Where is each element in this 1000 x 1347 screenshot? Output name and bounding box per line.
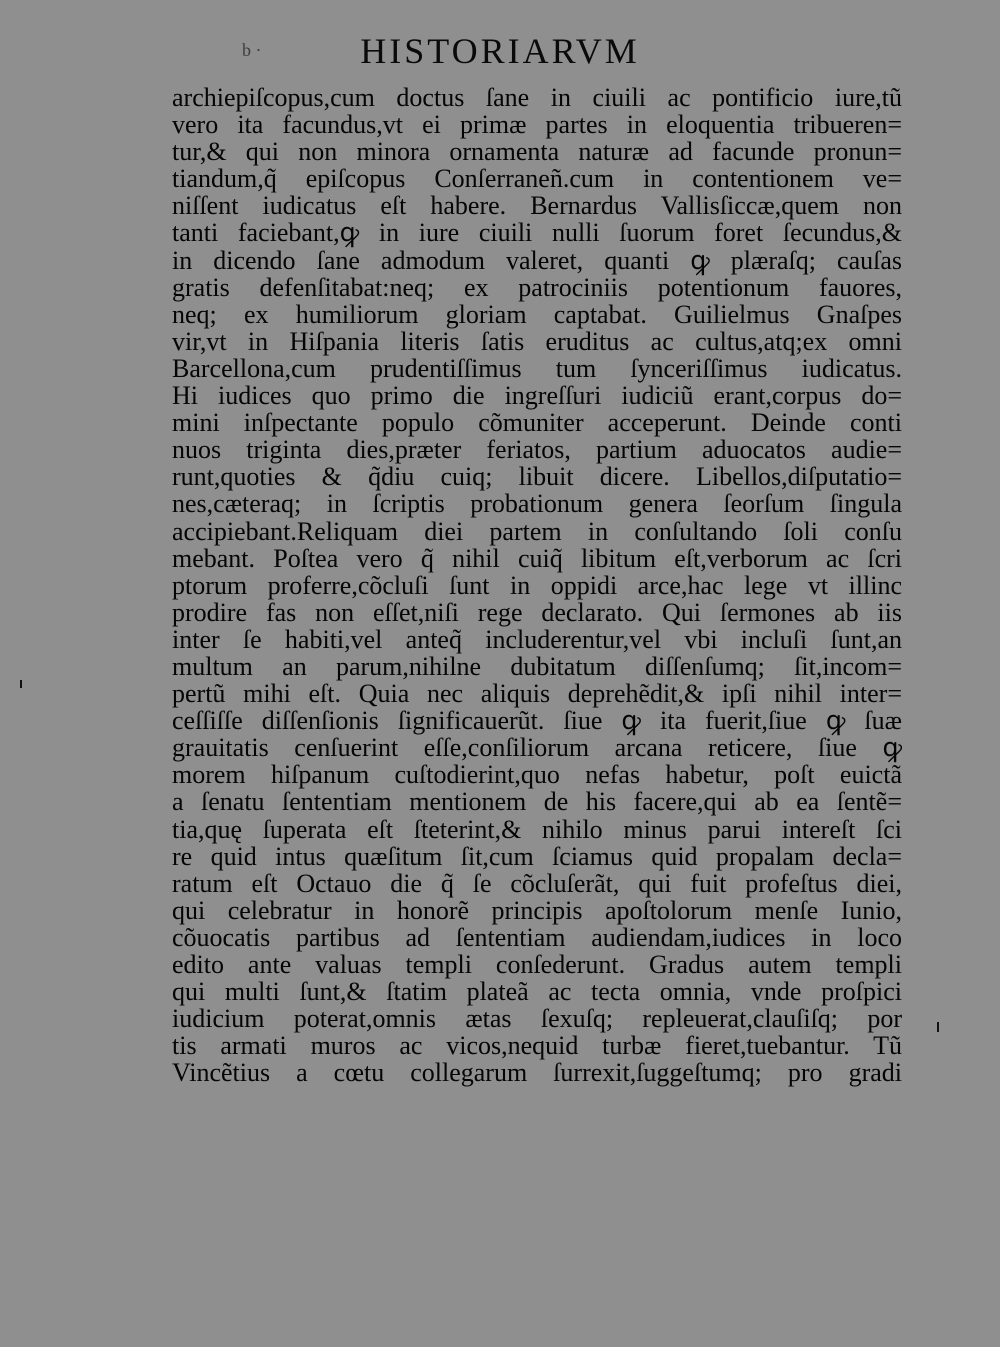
text-line: accipiebant.Reliquam diei partem in conſultando ſoli conſu [172,516,902,546]
text-line: nes,cæteraq; in ſcriptis probationum genera ſeorſum ſingula [172,489,902,519]
text-line: cõuocatis partibus ad ſententiam audiendam,iudices in loco [172,922,902,952]
text-line: mini inſpectante populo cõmuniter acceperunt. Deinde conti [172,408,902,438]
text-line: qui multi ſunt,& ſtatim plateã ac tecta omnia, vnde proſpici [172,977,902,1007]
text-line: a ſenatu ſententiam mentionem de his facere,qui ab ea ſentẽ= [172,787,902,817]
text-line: Barcellona,cum prudentiſſimus tum ſynceriſſimus iudicatus. [172,353,902,383]
text-line: morem hiſpanum cuſtodierint,quo nefas habetur, poſt euictã [172,760,902,790]
text-line: pertũ mihi eſt. Quia nec aliquis deprehẽdit,& ipſi nihil inter= [172,679,902,709]
text-line: mebant. Poſtea vero q̃ nihil cuiq̃ libitum eſt,verborum ac ſcri [172,543,902,573]
text-line: ratum eſt Octauo die q̃ ſe cõcluſerãt, qui fuit profeſtus diei, [172,868,902,898]
text-line: ceſſiſſe diſſenſionis ſignificauerũt. ſiue ꝙ ita fuerit,ſiue ꝙ ſuæ [172,706,902,736]
text-line: neq; ex humiliorum gloriam captabat. Guilielmus Gnaſpes [172,299,902,329]
text-line: Vincẽtius a cœtu collegarum ſurrexit,ſuggeſtumq; pro gradi [172,1058,902,1088]
text-line: vir,vt in Hiſpania literis ſatis eruditus ac cultus,atq;ex omni [172,326,902,356]
text-line: multum an parum,nihilne dubitatum diſſenſumq; ſit,incom= [172,651,902,681]
text-line: archiepiſcopus,cum doctus ſane in ciuili ac pontificio iure,tũ [172,83,902,112]
text-line: tanti faciebant,ꝙ in iure ciuili nulli ſuorum foret ſecundus,& [172,218,902,248]
text-line: vero ita facundus,vt ei primæ partes in eloquentia tribueren= [172,110,902,140]
page-mark: b · [242,40,262,60]
text-line: tis armati muros ac vicos,nequid turbæ fieret,tuebantur. Tũ [172,1031,902,1061]
text-line: in dicendo ſane admodum valeret, quanti ꝙ plæraſq; cauſas [172,245,902,275]
text-line: prodire fas non eſſet,niſi rege declarato. Qui ſermones ab iis [172,597,902,627]
text-line: Hi iudices quo primo die ingreſſuri iudiciũ erant,corpus do= [172,381,902,411]
text-line: gratis defenſitabat:neq; ex patrociniis potentionum fauores, [172,272,902,302]
running-head: HISTORIARVM [360,31,640,71]
text-line: niſſent iudicatus eſt habere. Bernardus Vallisſiccæ,quem non [172,191,902,221]
text-line: re quid intus quæſitum ſit,cum ſciamus quid propalam decla= [172,841,902,871]
text-line: tia,quę ſuperata eſt ſteterint,& nihilo minus parui intereſt ſci [172,814,902,844]
text-line: iudicium poterat,omnis ætas ſexuſq; repleuerat,clauſiſq; por [172,1004,902,1034]
text-line: inter ſe habiti,vel anteq̃ includerentur,vel vbi incluſi ſunt,an [172,624,902,654]
stray-mark [937,1022,939,1032]
text-line: tiandum,q̃ epiſcopus Conſerraneñ.cum in contentionem ve= [172,164,902,194]
text-line: ptorum proferre,cõcluſi ſunt in oppidi arce,hac lege vt illinc [172,570,902,600]
text-line: runt,quoties & q̃diu cuiq; libuit dicere. Libellos,diſputatio= [172,462,902,492]
body-text [172,84,902,1086]
text-line: tur,& qui non minora ornamenta naturæ ad facunde pronun= [172,137,902,167]
stray-mark [20,680,22,688]
text-line: edito ante valuas templi conſederunt. Gradus autem templi [172,950,902,979]
text-line: qui celebratur in honorẽ principis apoſtolorum menſe Iunio, [172,895,902,925]
text-line: grauitatis cenſuerint eſſe,conſiliorum arcana reticere, ſiue ꝙ [172,733,902,763]
text-line: nuos triginta dies,præter feriatos, partium aduocatos audie= [172,435,902,465]
